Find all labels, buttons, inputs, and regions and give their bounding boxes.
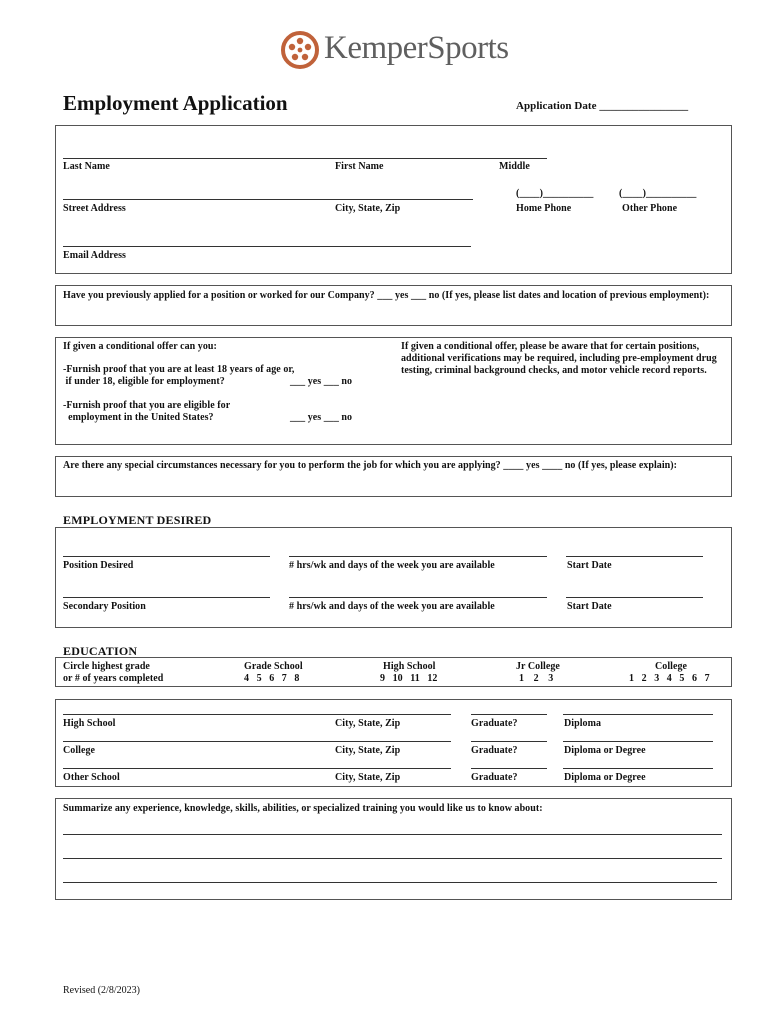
high-school-label: High School [383,661,436,672]
summary-line-2[interactable] [63,858,722,859]
education-heading: EDUCATION [63,644,138,658]
start-date-line-2[interactable] [566,597,703,598]
secondary-position-label: Secondary Position [63,601,146,612]
page-title: Employment Application [63,91,288,115]
proof-eligible-line1: -Furnish proof that you are eligible for [63,400,231,411]
proof-eligible-line2: employment in the United States? [63,412,214,423]
circle-grade-line2: or # of years completed [63,673,164,684]
diploma-line-1[interactable] [563,714,713,715]
diploma-label-3: Diploma or Degree [564,772,646,783]
diploma-line-3[interactable] [563,768,713,769]
first-name-label: First Name [335,161,384,172]
previous-employment-question: Have you previously applied for a position or worked for our Company? ___ yes ___ no (If yes, please list dates and location of previous employment): [63,290,710,301]
school-city-label-2: City, State, Zip [335,745,401,756]
application-date-line: ________________ [599,100,689,112]
grade-school-options[interactable]: 4 5 6 7 8 [244,673,300,684]
summary-line-1[interactable] [63,834,722,835]
school-label-1: High School [63,718,116,729]
employment-desired-heading: EMPLOYMENT DESIRED [63,513,212,527]
grade-school-label: Grade School [244,661,303,672]
home-phone-blank[interactable]: (____)__________ [516,188,594,199]
school-label-2: College [63,745,96,756]
employment-desired-section [55,527,732,628]
application-date[interactable] [516,100,688,112]
brand-logo [280,30,510,72]
hours-available-label: # hrs/wk and days of the week you are available [289,560,495,571]
secondary-position-line[interactable] [63,597,270,598]
graduate-label-3: Graduate? [471,772,518,783]
college-label: College [655,661,688,672]
jr-college-label: Jr College [516,661,560,672]
graduate-line-2[interactable] [471,741,547,742]
hours-line-2[interactable] [289,597,547,598]
other-phone-label: Other Phone [622,203,678,214]
proof-age-line1: -Furnish proof that you are at least 18 years of age or, [63,364,295,375]
proof-age-line2: if under 18, eligible for employment? [63,376,225,387]
conditional-notice-line1: If given a conditional offer, please be aware that for certain positions, [401,341,700,352]
proof-age-answer[interactable]: ___ yes ___ no [290,376,353,387]
high-school-line[interactable] [63,714,451,715]
street-address-label: Street Address [63,203,126,214]
summary-prompt: Summarize any experience, knowledge, skills, abilities, or specialized training you would like us to know about: [63,803,543,814]
graduate-line-1[interactable] [471,714,547,715]
school-city-label-1: City, State, Zip [335,718,401,729]
graduate-label-2: Graduate? [471,745,518,756]
email-line[interactable] [63,246,471,247]
city-state-zip-label: City, State, Zip [335,203,401,214]
hours-line[interactable] [289,556,547,557]
circle-grade-line1: Circle highest grade [63,661,150,672]
graduate-line-3[interactable] [471,768,547,769]
application-date-label: Application Date [516,100,597,112]
brand-name: KemperSports [324,30,509,66]
name-line[interactable] [63,158,547,159]
school-city-label-3: City, State, Zip [335,772,401,783]
other-phone-blank[interactable]: (____)__________ [619,188,697,199]
other-school-line[interactable] [63,768,451,769]
diploma-label-2: Diploma or Degree [564,745,646,756]
email-address-label: Email Address [63,250,126,261]
graduate-label-1: Graduate? [471,718,518,729]
position-desired-label: Position Desired [63,560,134,571]
position-desired-line[interactable] [63,556,270,557]
summary-line-3[interactable] [63,882,717,883]
school-label-3: Other School [63,772,120,783]
revised-date: Revised (2/8/2023) [63,985,140,996]
diploma-line-2[interactable] [563,741,713,742]
jr-college-options[interactable]: 1 2 3 [519,673,554,684]
kempersports-logo-icon [280,30,320,70]
conditional-notice-line3: testing, criminal background checks, and motor vehicle record reports. [401,365,707,376]
start-date-line[interactable] [566,556,703,557]
hours-available-label-2: # hrs/wk and days of the week you are available [289,601,495,612]
college-options[interactable]: 1 2 3 4 5 6 7 [629,673,710,684]
conditional-notice-line2: additional verifications may be required, including pre-employment drug [401,353,717,364]
start-date-label-2: Start Date [567,601,612,612]
proof-eligible-answer[interactable]: ___ yes ___ no [290,412,353,423]
high-school-options[interactable]: 9 10 11 12 [380,673,438,684]
street-city-line[interactable] [63,199,473,200]
home-phone-label: Home Phone [516,203,572,214]
last-name-label: Last Name [63,161,110,172]
middle-label: Middle [499,161,530,172]
start-date-label: Start Date [567,560,612,571]
special-circumstances-question: Are there any special circumstances necessary for you to perform the job for which you are applying? ____ yes ____ no (If yes, please explain): [63,460,678,471]
conditional-offer-heading: If given a conditional offer can you: [63,341,217,352]
diploma-label-1: Diploma [564,718,602,729]
college-line[interactable] [63,741,451,742]
